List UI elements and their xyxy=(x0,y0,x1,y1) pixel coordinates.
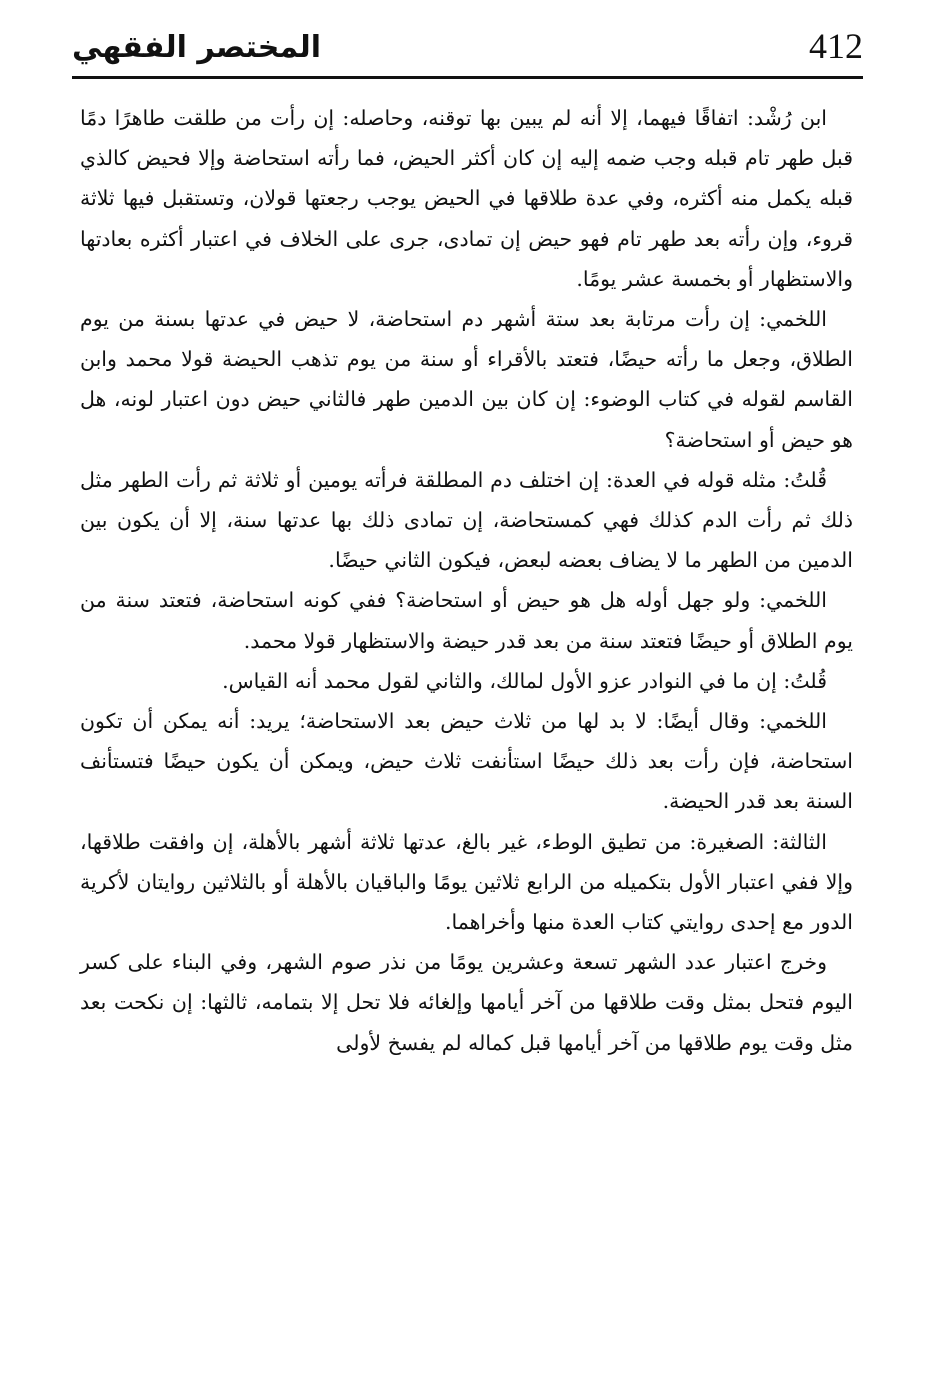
paragraph: وخرج اعتبار عدد الشهر تسعة وعشرين يومًا من نذر صوم الشهر، وفي البناء على كسر اليوم فتحل بمثل وقت طلاقها من آخر أيامها وإلغائه فلا تحل إلا بتمامه، ثالثها: إن نكحت بعد مثل وقت يوم طلاقها من آخر أيامها قبل كماله لم يفسخ لأولى xyxy=(80,950,853,1055)
paragraph: اللخمي: ولو جهل أوله هل هو حيض أو استحاضة؟ ففي كونه استحاضة، فتعتد سنة من يوم الطلاق أو حيضًا فتعتد سنة من بعد قدر حيضة والاستظهار قولا محمد. xyxy=(80,588,853,653)
paragraph: قُلتُ: إن ما في النوادر عزو الأول لمالك، والثاني لقول محمد أنه القياس. xyxy=(222,668,827,693)
paragraph: اللخمي: وقال أيضًا: لا بد لها من ثلاث حيض بعد الاستحاضة؛ يريد: أنه يمكن أن تكون استحاضة، فإن رأت بعد ذلك حيضًا استأنفت ثلاث حيض، ويمكن أن يكون حيضًا فتستأنف السنة بعد قدر الحيضة. xyxy=(80,709,853,814)
page-number: 412 xyxy=(809,26,863,66)
paragraph: الثالثة: الصغيرة: من تطيق الوطء، غير بالغ، عدتها ثلاثة أشهر بالأهلة، إن وافقت طلاقها، وإلا ففي اعتبار الأول بتكميله من الرابع ثلاثين يومًا والباقيان بالأهلة أو بالثلاثين روايتان لأكرية الدور مع إحدى روايتي كتاب العدة منها وأخراهما. xyxy=(80,829,853,935)
running-title: المختصر الفقهي xyxy=(72,30,322,65)
header-divider xyxy=(72,76,863,79)
paragraph: قُلتُ: مثله قوله في العدة: إن اختلف دم المطلقة فرأته يومين أو ثلاثة ثم رأت الطهر مثل ذلك ثم رأت الدم كذلك فهي كمستحاضة، إن تمادى ذلك بها عدتها سنة، إلا أن يكون بين الدمين من الطهر ما لا يضاف بعضه لبعض، فيكون الثاني حيضًا. xyxy=(80,467,853,573)
main-text xyxy=(80,98,853,1063)
paragraph: ابن رُشْد: اتفاقًا فيهما، إلا أنه لم يبين بها توقنه، وحاصله: إن رأت من طلقت طاهرًا دمًا قبل طهر تام قبله وجب ضمه إليه إن كان أكثر الحيض، فما رأته استحاضة وإلا فحيض كالذي قبله يكمل منه أكثره، وفي عدة طلاقها في الحيض يوجب رجعتها قولان، وتستقبل فيها ثلاثة قروء، وإن رأته بعد طهر تام فهو حيض إن تمادى، جرى على الخلاف في اعتبار أكثره بعادتها والاستظهار أو بخمسة عشر يومًا. xyxy=(80,106,853,291)
page-header xyxy=(72,22,863,78)
paragraph: اللخمي: إن رأت مرتابة بعد ستة أشهر دم استحاضة، لا حيض في عدتها بسنة من يوم الطلاق، وجعل ما رأته حيضًا، فتعتد بالأقراء أو سنة من يوم تذهب الحيضة قولا محمد وابن القاسم لقوله في كتاب الوضوء: إن كان بين الدمين طهر فالثاني حيض دون اعتبار لونه، هل هو حيض أو استحاضة؟ xyxy=(80,307,853,452)
